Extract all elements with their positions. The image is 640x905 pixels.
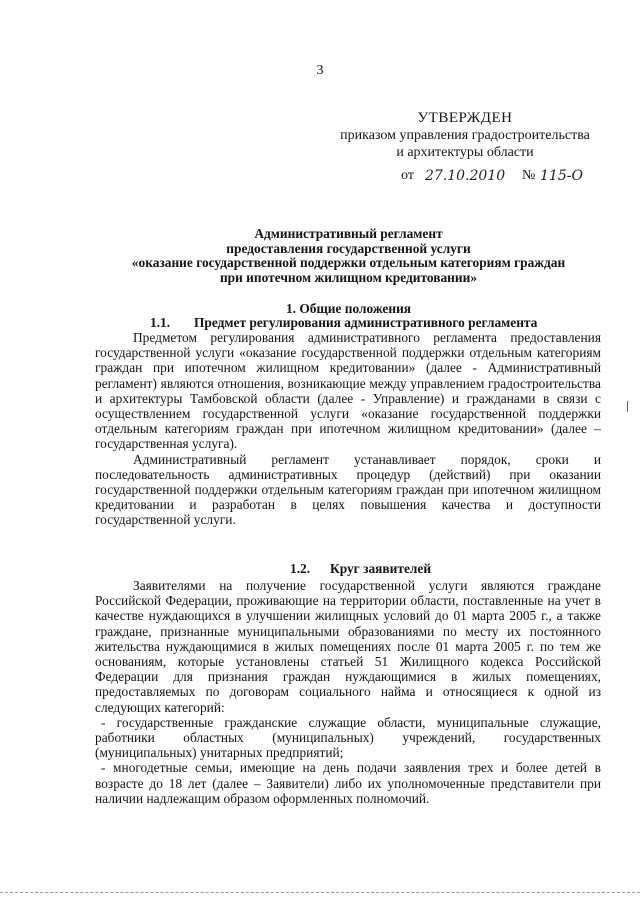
section-1-heading: 1. Общие положения <box>285 301 412 316</box>
paragraph: Административный регламент устанавливает порядок, сроки и последовательность административных процедур (действий) при оказании государственной поддержки отдельным категориям граждан при ипотечном жилищном кредитовании и разработан в целях повышения качества и доступности государственной услуги. <box>95 451 601 528</box>
number-label: № <box>522 168 536 183</box>
list-item: - многодетные семьи, имеющие на день подачи заявления трех и более детей в возрасте до 18 лет (далее – Заявители) либо их уполномоченные представители при наличии надлежащим образом оформленных полномочий. <box>95 760 601 806</box>
subsection-number: 1.1. <box>150 315 171 330</box>
handwritten-date: 27.10.2010 <box>425 168 506 184</box>
subsection-number: 1.2. <box>290 561 311 576</box>
paragraph: Заявителями на получение государственной услуги являются граждане Российской Федерации, проживающие на территории области, поставленные на учет в качестве нуждающихся в улучшении жилищных условий до 01 марта 2005 г., а также граждане, признанные муниципальными образованиями по месту их постоянного жительства нуждающимися в жилых помещениях после 01 марта 2005 г. по тем же основаниям, которые установлены статьей 51 Жилищного кодекса Российской Федерации для признания граждан нуждающимися в жилых помещениях, предоставляемых по договорам социального найма и относящиеся к одной из следующих категорий: <box>95 578 601 715</box>
subsection-1-1-heading <box>150 315 537 331</box>
title-line: предоставления государственной услуги <box>226 240 471 256</box>
approval-line-2: и архитектуры области <box>396 145 534 160</box>
approval-line-1: приказом управления градостроительства <box>340 128 590 143</box>
subsection-title: Круг заявителей <box>330 561 432 576</box>
title-line: при ипотечном жилищном кредитовании» <box>219 269 478 285</box>
from-label: от <box>401 168 414 183</box>
page-number: 3 <box>316 63 324 78</box>
title-line: Административный регламент <box>254 226 443 241</box>
subsection-title: Предмет регулирования административного регламента <box>194 315 538 330</box>
list-item: - государственные гражданские служащие области, муниципальные служащие, работники областных (муниципальных) учреждений, государственных (муниципальных) унитарных предприятий; <box>95 714 601 761</box>
title-line: «оказание государственной поддержки отдельным категориям граждан <box>131 255 566 271</box>
section-1-1-body <box>95 330 601 528</box>
handwritten-number: 115-О <box>540 168 583 184</box>
section-1-2-body <box>95 578 601 806</box>
approval-title: УТВЕРЖДЕН <box>417 110 513 126</box>
subsection-1-2-heading <box>290 561 431 577</box>
approval-block <box>320 110 610 161</box>
document-title <box>96 227 601 285</box>
paragraph: Предметом регулирования административного регламента предоставления государственной услуги «оказание государственной поддержки отдельным категориям граждан при ипотечном жилищном кредитовании» (далее - Административный регламент) являются отношения, возникающие между управлением градостроительства и архитектуры Тамбовской области (далее - Управление) и гражданами в связи с осуществлением государственной услуги «оказание государственной поддержки отдельным категориям граждан при ипотечном жилищном кредитовании» (далее – государственная услуга). <box>95 330 601 452</box>
scan-bottom-edge <box>0 892 640 893</box>
scan-edge-mark <box>627 401 628 412</box>
